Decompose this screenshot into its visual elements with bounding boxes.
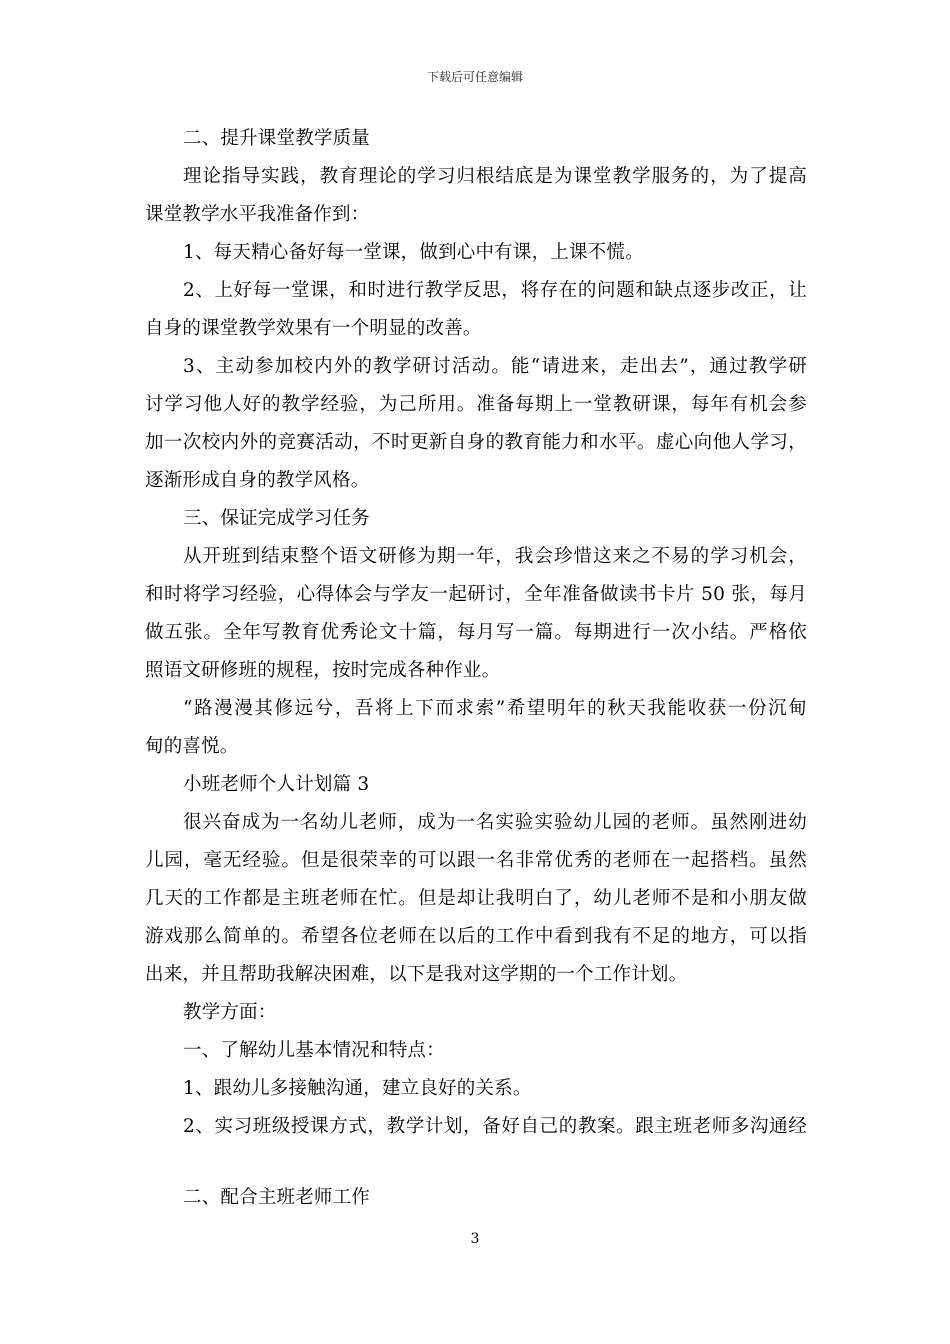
paragraph-line: “路漫漫其修远兮，吾将上下而求索”希望明年的秋天我能收获一份沉甸 xyxy=(183,698,807,719)
list-item: 2、实习班级授课方式，教学计划，备好自己的教案。跟主班老师多沟通经 xyxy=(183,1116,807,1137)
paragraph-line: 自身的课堂教学效果有一个明显的改善。 xyxy=(145,318,482,339)
list-item: 1、每天精心备好每一堂课，做到心中有课，上课不慌。 xyxy=(183,242,644,263)
paragraph-line: 照语文研修班的规程，按时完成各种作业。 xyxy=(145,660,501,681)
paragraph-line: 出来，并且帮助我解决困难，以下是我对这学期的一个工作计划。 xyxy=(145,964,688,985)
list-item: 2、上好每一堂课，和时进行教学反思，将存在的问题和缺点逐步改正，让 xyxy=(183,280,807,301)
paragraph-line: 做五张。全年写教育优秀论文十篇，每月写一篇。每期进行一次小结。严格依 xyxy=(145,622,807,643)
section-heading: 二、提升课堂教学质量 xyxy=(183,128,371,149)
paragraph-line: 甸的喜悦。 xyxy=(145,736,239,757)
paragraph-line: 加一次校内外的竞赛活动，不时更新自身的教育能力和水平。虚心向他人学习， xyxy=(145,432,807,453)
paragraph-line: 讨学习他人好的教学经验，为己所用。准备每期上一堂教研课，每年有机会参 xyxy=(145,394,807,415)
paragraph-line: 几天的工作都是主班老师在忙。但是却让我明白了，幼儿老师不是和小朋友做 xyxy=(145,888,807,909)
section-heading: 小班老师个人计划篇 3 xyxy=(183,774,370,795)
paragraph-line: 和时将学习经验，心得体会与学友一起研讨，全年准备做读书卡片 50 张，每月 xyxy=(145,584,807,605)
paragraph-line: 课堂教学水平我准备作到： xyxy=(145,204,370,225)
paragraph-line: 很兴奋成为一名幼儿老师，成为一名实验实验幼儿园的老师。虽然刚进幼 xyxy=(183,812,807,833)
paragraph-line: 从开班到结束整个语文研修为期一年，我会珍惜这来之不易的学习机会， xyxy=(183,546,807,567)
paragraph-line: 逐渐形成自身的教学风格。 xyxy=(145,470,370,491)
list-item: 1、跟幼儿多接触沟通，建立良好的关系。 xyxy=(183,1078,532,1099)
paragraph-line: 游戏那么简单的。希望各位老师在以后的工作中看到我有不足的地方，可以指 xyxy=(145,926,807,947)
list-item: 3、主动参加校内外的教学研讨活动。能“请进来，走出去”，通过教学研 xyxy=(183,356,807,377)
section-heading: 教学方面： xyxy=(183,1002,277,1023)
page-header: 下载后可任意编辑 xyxy=(426,70,523,84)
section-heading: 三、保证完成学习任务 xyxy=(183,508,371,529)
section-heading: 二、配合主班老师工作 xyxy=(183,1187,371,1208)
page-number: 3 xyxy=(470,1231,480,1247)
paragraph-line: 理论指导实践，教育理论的学习归根结底是为课堂教学服务的，为了提高 xyxy=(183,166,807,187)
paragraph-line: 儿园，毫无经验。但是很荣幸的可以跟一名非常优秀的老师在一起搭档。虽然 xyxy=(145,850,807,871)
list-item: 一、了解幼儿基本情况和特点： xyxy=(183,1040,445,1061)
